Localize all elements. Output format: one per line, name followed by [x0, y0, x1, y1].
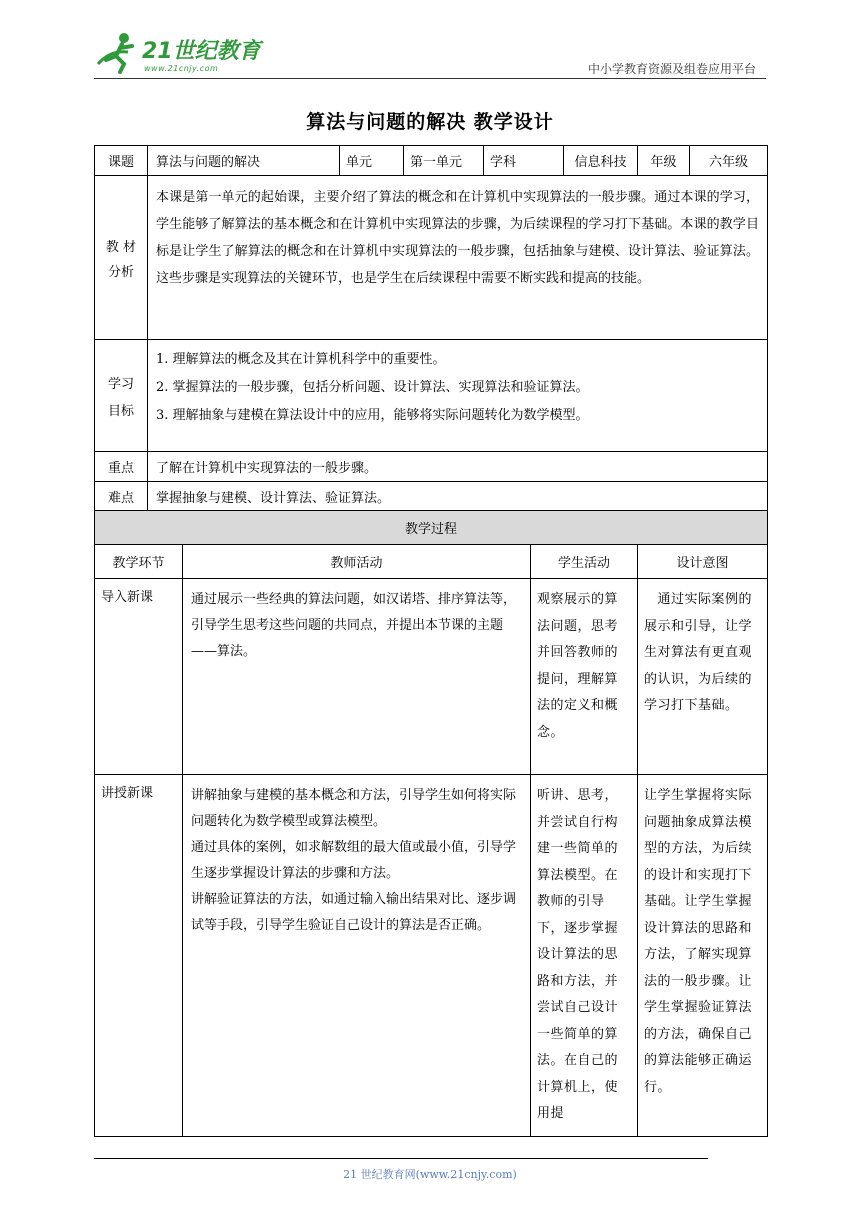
header-intent: 设计意图 — [638, 545, 768, 579]
logo — [94, 30, 264, 76]
analysis-label — [95, 176, 148, 340]
stage-cell: 讲授新课 — [95, 775, 183, 1137]
page-header — [94, 30, 766, 78]
info-table — [94, 145, 768, 512]
key-point-label: 重点 — [95, 452, 148, 482]
goals-label-line1: 学习 — [107, 376, 134, 392]
goal-item: 3. 理解抽象与建模在算法设计中的应用，能够将实际问题转化为数学模型。 — [156, 408, 589, 423]
unit-label: 单元 — [340, 146, 404, 176]
teacher-text: 通过展示一些经典的算法问题，如汉诺塔、排序算法等，引导学生思考这些问题的共同点，并提出本节课的主题——算法。 — [191, 592, 517, 659]
process-table — [94, 510, 768, 1137]
platform-name: 中小学教育资源及组卷应用平台 — [587, 62, 756, 76]
analysis-cell — [148, 176, 768, 340]
header-divider — [94, 78, 766, 79]
footer-text: 21 世纪教育网(www.21cnjy.com) — [343, 1168, 517, 1181]
goal-item: 2. 掌握算法的一般步骤，包括分析问题、设计算法、实现算法和验证算法。 — [156, 380, 589, 395]
grade-value: 六年级 — [690, 146, 768, 176]
stage-cell: 导入新课 — [95, 579, 183, 775]
key-point-text: 了解在计算机中实现算法的一般步骤。 — [148, 452, 768, 482]
teacher-text: 讲解抽象与建模的基本概念和方法，引导学生如何将实际问题转化为数学模型或算法模型。 — [191, 788, 517, 829]
analysis-text: 本课是第一单元的起始课，主要介绍了算法的概念和在计算机中实现算法的一般步骤。通过本课的学习，学生能够了解算法的基本概念和在计算机中实现算法的步骤，为后续课程的学习打下基础。本课的教学目标是让学生了解算法的概念和在计算机中实现算法的一般步骤，包括抽象与建模、设计算法、验证算法。这些步骤是实现算法的关键环节，也是学生在后续课程中需要不断实践和提高的技能。 — [156, 190, 759, 286]
subject-value: 信息科技 — [564, 146, 638, 176]
analysis-label-line2: 分析 — [107, 264, 134, 280]
process-title: 教学过程 — [95, 511, 768, 545]
course-value: 算法与问题的解决 — [148, 146, 340, 176]
goals-label-line2: 目标 — [107, 403, 134, 419]
difficulty-text: 掌握抽象与建模、设计算法、验证算法。 — [148, 482, 768, 512]
student-cell: 听讲、思考，并尝试自行构建一些简单的算法模型。在教师的引导下，逐步掌握设计算法的思路和方法，并尝试自己设计一些简单的算法。在自己的计算机上，使用提 — [531, 775, 638, 1137]
table-row — [95, 775, 768, 1137]
table-row — [95, 579, 768, 775]
goal-item: 1. 理解算法的概念及其在计算机科学中的重要性。 — [156, 352, 446, 367]
footer-divider — [94, 1158, 708, 1159]
grade-label: 年级 — [638, 146, 690, 176]
header-stage: 教学环节 — [95, 545, 183, 579]
unit-value: 第一单元 — [404, 146, 484, 176]
student-cell: 观察展示的算法问题，思考并回答教师的提问，理解算法的定义和概念。 — [531, 579, 638, 775]
teacher-cell — [183, 579, 531, 775]
logo-url: www.21cnjy.com — [144, 64, 219, 73]
intent-cell: 让学生掌握将实际问题抽象成算法模型的方法，为后续的设计和实现打下基础。让学生掌握设计算法的思路和方法，了解实现算法的一般步骤。让学生掌握验证算法的方法，确保自己的算法能够正确运行。 — [638, 775, 768, 1137]
intent-cell: 通过实际案例的展示和引导，让学生对算法有更直观的认识，为后续的学习打下基础。 — [638, 579, 768, 775]
difficulty-label: 难点 — [95, 482, 148, 512]
header-teacher: 教师活动 — [183, 545, 531, 579]
logo-text: 21世纪教育 — [142, 39, 261, 64]
goals-label — [95, 340, 148, 452]
document-title: 算法与问题的解决 教学设计 — [306, 111, 554, 133]
teacher-text: 讲解验证算法的方法，如通过输入输出结果对比、逐步调试等手段，引导学生验证自己设计的算法是否正确。 — [191, 892, 517, 933]
runner-logo-icon — [94, 30, 142, 74]
course-label: 课题 — [95, 146, 148, 176]
teacher-cell — [183, 775, 531, 1137]
teacher-text: 通过具体的案例，如求解数组的最大值或最小值，引导学生逐步掌握设计算法的步骤和方法。 — [191, 840, 517, 881]
analysis-label-line1: 教 材 — [105, 239, 137, 255]
header-student: 学生活动 — [531, 545, 638, 579]
goals-cell — [148, 340, 768, 452]
subject-label: 学科 — [484, 146, 564, 176]
